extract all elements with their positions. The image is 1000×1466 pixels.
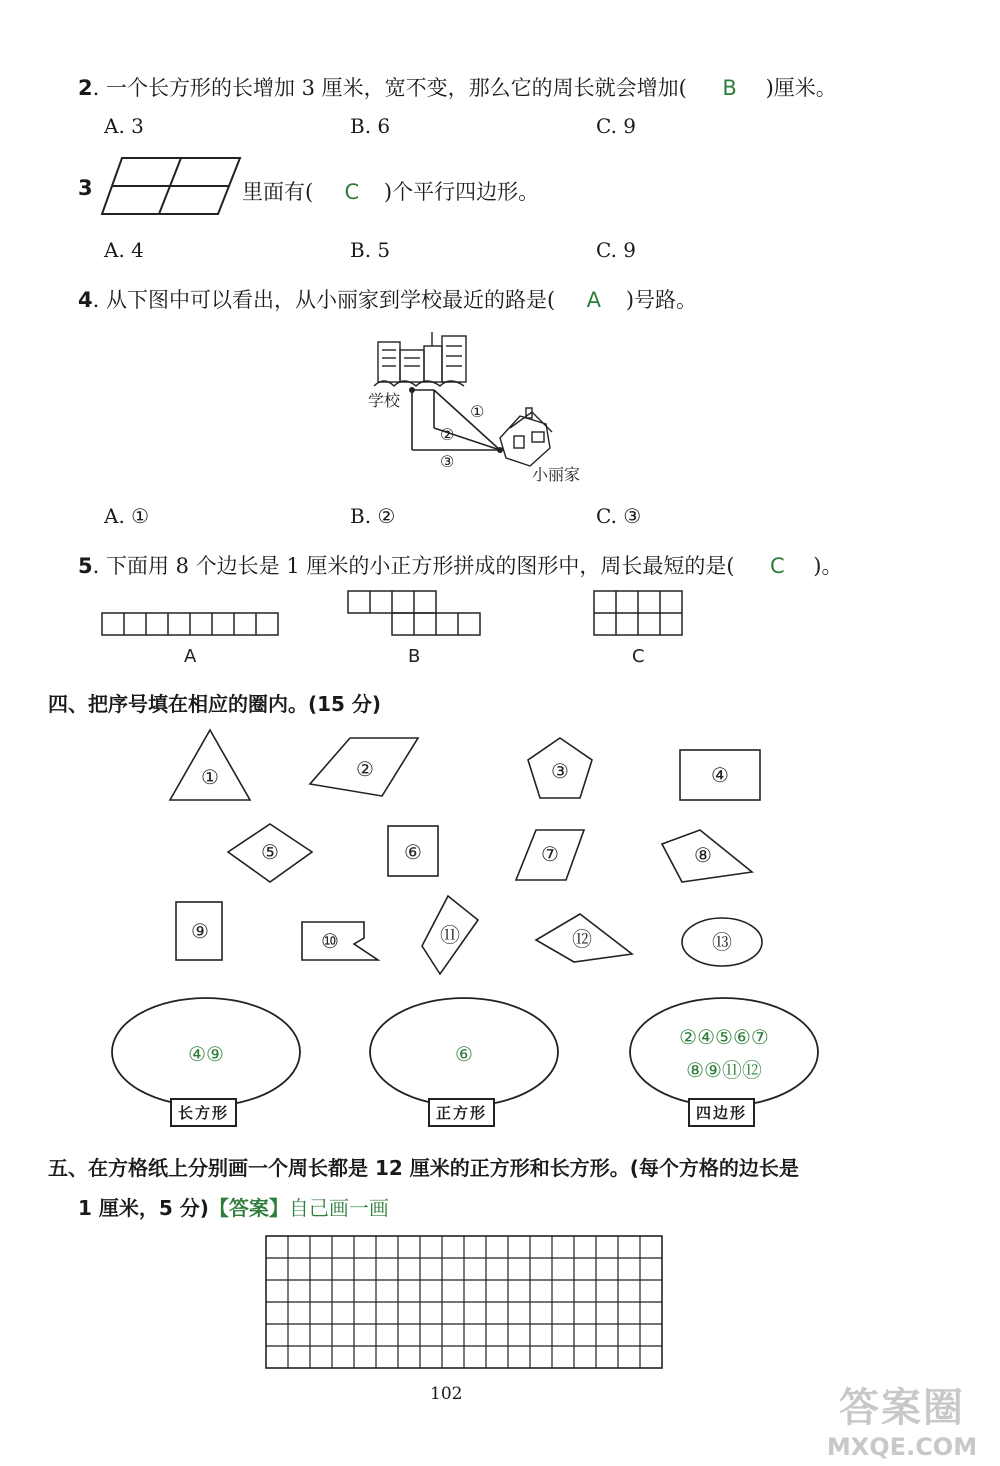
set-rectangle-label: 长方形 [170,1098,237,1127]
shape-6-label: ⑥ [404,840,422,864]
watermark-url: MXQE.COM [826,1433,978,1461]
answer: B [722,76,737,100]
figure-c [594,591,682,635]
set-square-label: 正方形 [428,1098,495,1127]
option-c: C. ③ [596,504,642,528]
grid-paper [264,1234,668,1370]
shape-10-label: ⑩ [321,929,339,953]
set-quadrilateral-answers-row1: ②④⑤⑥⑦ [679,1025,769,1049]
question-text-end: )号路。 [625,288,698,312]
school-label: 学校 [368,391,401,410]
question-number: 3 [78,176,93,200]
option-b: B. ② [350,504,396,528]
question-text: . 一个长方形的长增加 3 厘米，宽不变，那么它的周长就会增加( [92,76,687,100]
shape-5-label: ⑤ [261,840,279,864]
question-text: 里面有( [242,180,314,204]
question-text: . 下面用 8 个边长是 1 厘米的小正方形拼成的图形中，周长最短的是( [92,554,735,578]
set-quadrilateral-ellipse [630,998,818,1106]
section-4-heading: 四、把序号填在相应的圈内。(15 分) [48,692,382,716]
route-map [360,328,600,488]
shape-9-label: ⑨ [191,919,209,943]
question-text-end: )厘米。 [765,76,837,100]
watermark-logo: 答案圈 [839,1385,965,1431]
answer: A [586,288,602,312]
section-5-heading-line2 [78,1192,389,1221]
route-2-label: ② [440,425,455,444]
option-c: C. 9 [596,114,637,138]
shape-8-label: ⑧ [694,843,712,867]
figure-b [348,591,480,635]
shape-12-label: ⑫ [572,927,592,951]
option-b: B. 6 [350,114,391,138]
shape-3-label: ③ [551,759,569,783]
parallelogram-figure [98,155,244,217]
question-number: 5 [78,554,93,578]
question-number: 2 [78,76,93,100]
set-quadrilateral-label: 四边形 [688,1098,755,1127]
figure-a [102,613,278,635]
tile-figures [98,588,698,672]
question-4 [78,284,697,314]
school-point [409,387,415,393]
watermark [812,1376,992,1461]
page-number: 102 [430,1384,463,1404]
shapes-area [160,726,800,980]
answer: C [344,180,360,204]
set-square-answers: ⑥ [455,1042,473,1066]
answer-tag: 【答案】 [208,1196,289,1220]
option-a: A. ① [104,504,150,528]
set-quadrilateral-answers-row2: ⑧⑨⑪⑫ [686,1058,762,1082]
option-b: B. 5 [350,238,391,262]
home-label: 小丽家 [532,465,581,484]
shape-13-label: ⑬ [712,930,732,954]
figure-b-label: B [408,646,421,667]
shape-11-label: ⑪ [440,923,460,947]
home-point [497,447,503,453]
answer: C [769,554,785,578]
figure-c-label: C [632,646,645,667]
section-5-heading: 五、在方格纸上分别画一个周长都是 12 厘米的正方形和长方形。(每个方格的边长是 [48,1156,799,1180]
shape-1-label: ① [201,765,219,789]
answer-text: 自己画一画 [288,1196,389,1220]
question-text-end: )个平行四边形。 [383,180,540,204]
question-3 [242,176,539,206]
house-icon [500,408,552,466]
shape-2-label: ② [356,757,374,781]
shape-4-label: ④ [711,763,729,787]
route-1-label: ① [470,402,485,421]
option-c: C. 9 [596,238,637,262]
route-3-label: ③ [440,452,455,471]
shape-10-pentagon [302,922,378,960]
question-text-end: )。 [813,554,843,578]
option-a: A. 3 [104,114,144,138]
school-building-icon [374,332,466,386]
option-a: A. 4 [104,238,144,262]
question-text: . 从下图中可以看出，从小丽家到学校最近的路是( [92,288,556,312]
question-number: 4 [78,288,93,312]
figure-a-label: A [184,646,197,667]
question-5 [78,550,842,580]
set-rectangle-answers: ④⑨ [188,1042,224,1066]
question-2 [78,72,837,102]
shape-7-label: ⑦ [541,842,559,866]
section-5-note: 1 厘米，5 分) [78,1196,209,1220]
